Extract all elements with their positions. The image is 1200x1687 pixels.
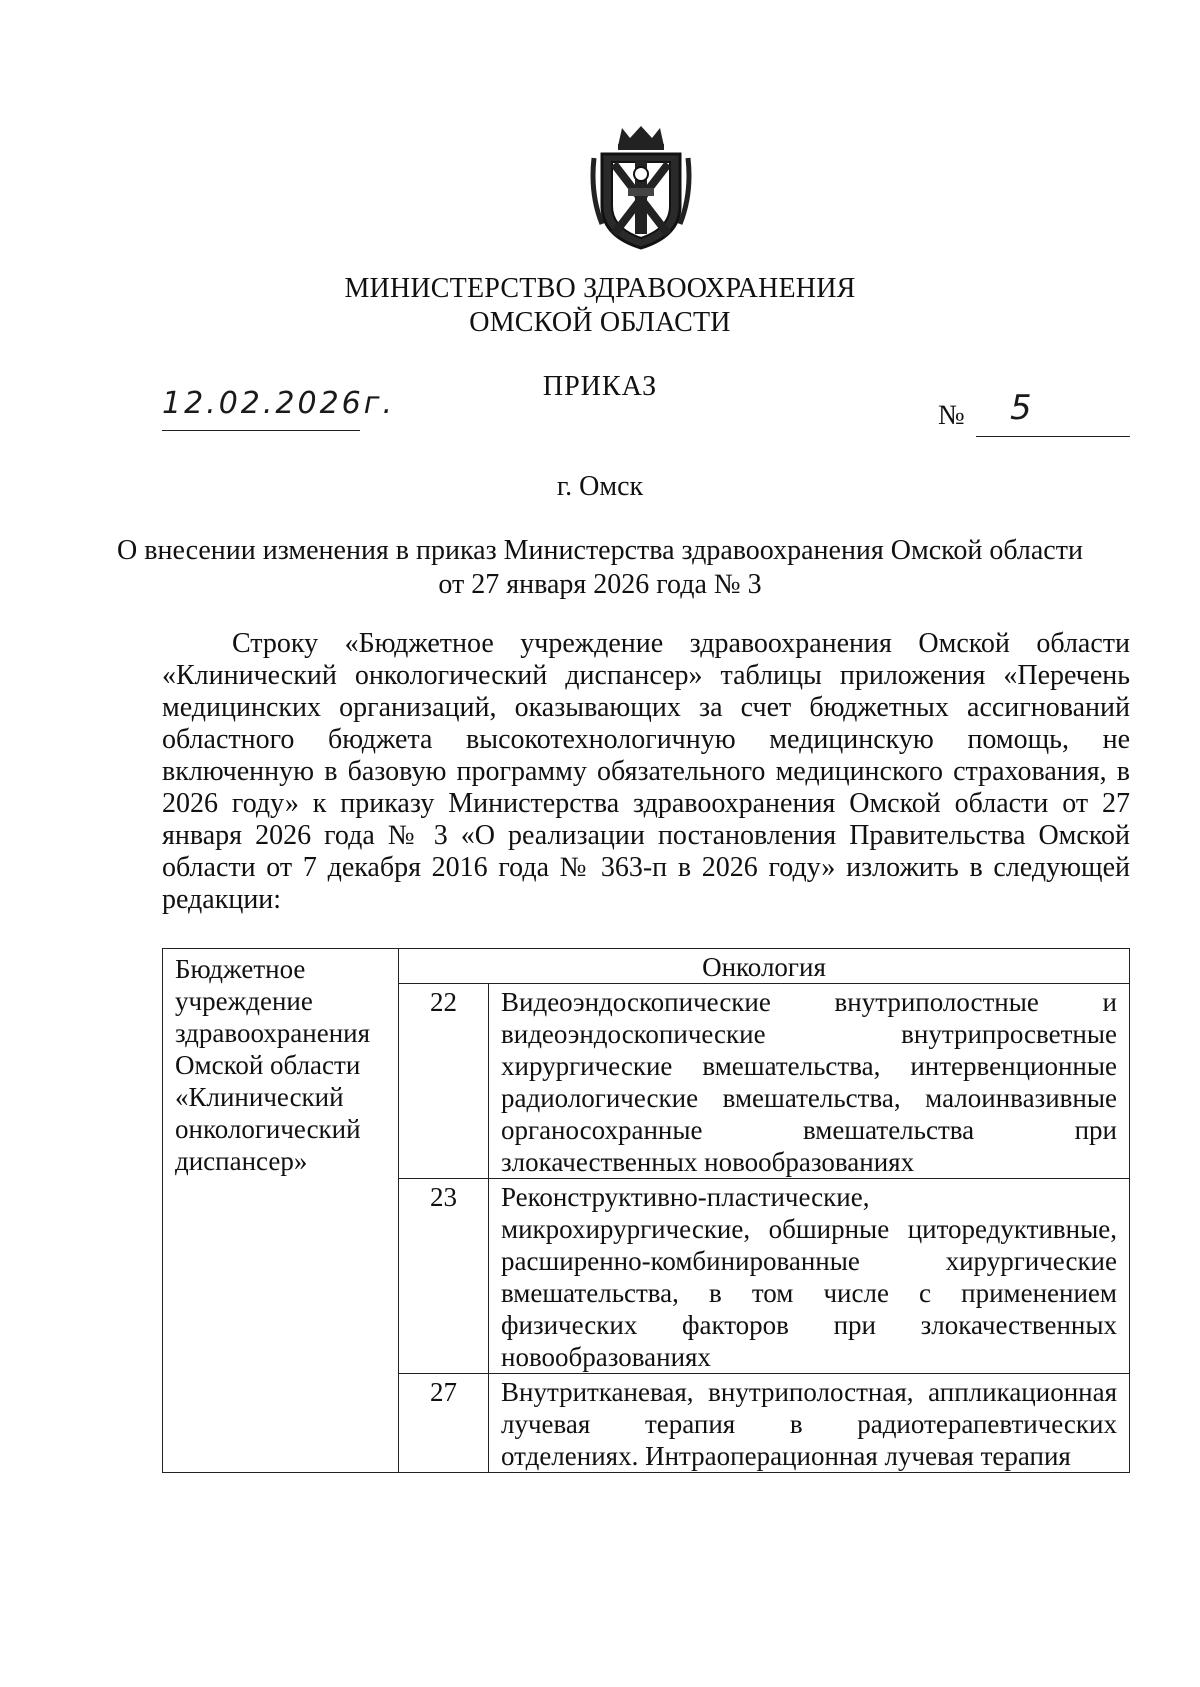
handwritten-date: 12.02.2026г. [162, 386, 396, 421]
organization-cell: Бюджетное учреждение здравоохранения Омской области «Клинический онкологический диспансер» [163, 949, 399, 1473]
order-date [162, 386, 396, 436]
ministry-name [0, 272, 1200, 340]
amendment-table [162, 948, 1130, 1473]
ministry-line-1: МИНИСТЕРСТВО ЗДРАВООХРАНЕНИЯ [344, 273, 856, 304]
subject-line-2: от 27 января 2026 года № 3 [438, 569, 762, 600]
subject-line-1: О внесении изменения в приказ Министерства здравоохранения Омской области [117, 535, 1083, 566]
body-paragraph: Строку «Бюджетное учреждение здравоохранения Омской области «Клинический онкологический диспансер» таблицы приложения «Перечень медицинских организаций, оказывающих за счет бюджетных ассигнований областного бюджета высокотехнологичную медицинскую помощь, не включенную в базовую программу обязательного медицинского страхования, в 2026 году» к приказу Министерства здравоохранения Омской области от 27 января 2026 года № 3 «О реализации постановления Правительства Омской области от 7 декабря 2016 года № 363-п в 2026 году» изложить в следующей редакции: [162, 628, 1130, 915]
row-description-cell: Внутритканевая, внутриполостная, аппликационная лучевая терапия в радиотерапевтических отделениях. Интраоперационная лучевая терапия [489, 1374, 1130, 1473]
ministry-line-2: ОМСКОЙ ОБЛАСТИ [469, 307, 731, 338]
number-sign: № [938, 400, 965, 431]
coat-of-arms-emblem [588, 124, 694, 252]
order-subject [0, 534, 1200, 602]
category-cell: Онкология [399, 949, 1130, 984]
row-description-cell: Видеоэндоскопические внутриполостные и видеоэндоскопические внутрипросветные хирургические вмешательства, интервенционные радиологические вмешательства, малоинвазивные органосохранные вмешательства при злокачественных новообразованиях [489, 984, 1130, 1179]
date-underline [162, 430, 360, 431]
city-line: г. Омск [556, 471, 644, 502]
row-number-cell: 23 [399, 1179, 489, 1374]
row-number-cell: 22 [399, 984, 489, 1179]
handwritten-number: 5 [1010, 388, 1032, 428]
number-underline [976, 436, 1130, 437]
row-number-cell: 27 [399, 1374, 489, 1473]
order-title: ПРИКАЗ [542, 371, 658, 402]
order-number [938, 388, 1130, 440]
table-row [163, 949, 1130, 984]
row-description-cell: Реконструктивно-пластические, микрохирургические, обширные циторедуктивные, расширенно-комбинированные хирургические вмешательства, в том числе с применением физических факторов при злокачественных новообразованиях [489, 1179, 1130, 1374]
